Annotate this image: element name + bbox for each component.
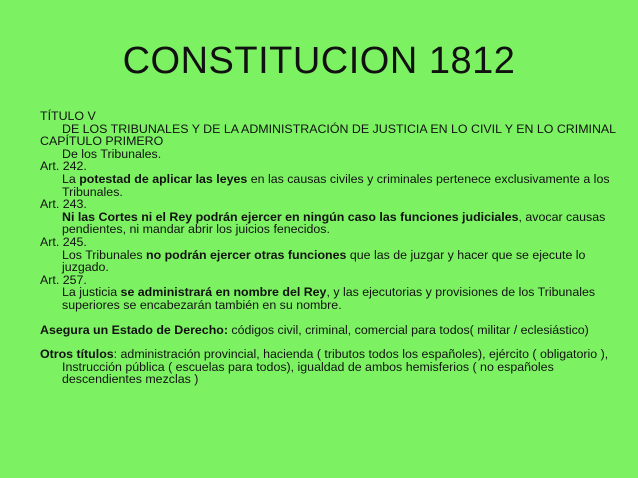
art257-text <box>40 286 620 311</box>
art242-post: en las causas civiles y criminales pertenece exclusivamente a los Tribunales. <box>62 171 610 199</box>
art242-text <box>40 173 620 198</box>
art243-heading: Art. 243. <box>40 197 87 212</box>
art242-heading: Art. 242. <box>40 159 87 174</box>
art257-pre: La justicia <box>62 285 121 300</box>
art245-pre: Los Tribunales <box>62 247 147 262</box>
estado-bold: Asegura un Estado de Derecho: <box>40 322 228 337</box>
capitulo-text: De los Tribunales. <box>62 146 162 161</box>
titulo-heading: TÍTULO V <box>40 109 96 123</box>
art243-post: , avocar causas pendientes, ni mandar abrir los juicios fenecidos. <box>62 209 606 237</box>
otros-paragraph <box>40 348 620 386</box>
capitulo-heading: CAPÍTULO PRIMERO <box>40 134 164 149</box>
art242-bold: potestad de aplicar las leyes <box>79 171 248 186</box>
page-title: CONSTITUCION 1812 <box>122 40 516 82</box>
art243-text <box>40 211 620 236</box>
art243-bold: Ni las Cortes ni el Rey podrán ejercer en ningún caso las funciones judiciales <box>62 209 519 224</box>
slide-content <box>40 110 620 386</box>
art245-heading: Art. 245. <box>40 234 87 249</box>
otros-post: : administración provincial, hacienda ( tributos todos los españoles), ejército ( obligatorio ), Instrucción pública ( escuelas para todos), igualdad de ambos hemisferios ( no españoles descendientes mezclas ) <box>62 347 609 387</box>
art257-bold: se administrará en nombre del Rey <box>120 285 327 300</box>
estado-paragraph <box>40 324 620 337</box>
art245-bold: no podrán ejercer otras funciones <box>146 247 347 262</box>
estado-post: códigos civil, criminal, comercial para todos( militar / eclesiástico) <box>227 322 589 337</box>
art245-post: que las de juzgar y hacer que se ejecute lo juzgado. <box>62 247 586 275</box>
art257-heading: Art. 257. <box>40 272 87 287</box>
art242-pre: La <box>62 171 80 186</box>
otros-bold: Otros títulos <box>40 347 114 362</box>
art257-post: , y las ejecutorias y provisiones de los Tribunales superiores se encabezarán también en su nombre. <box>62 285 596 312</box>
art245-text <box>40 249 620 274</box>
titulo-text: DE LOS TRIBUNALES Y DE LA ADMINISTRACIÓN DE JUSTICIA EN LO CIVIL Y EN LO CRIMINAL <box>62 121 617 136</box>
